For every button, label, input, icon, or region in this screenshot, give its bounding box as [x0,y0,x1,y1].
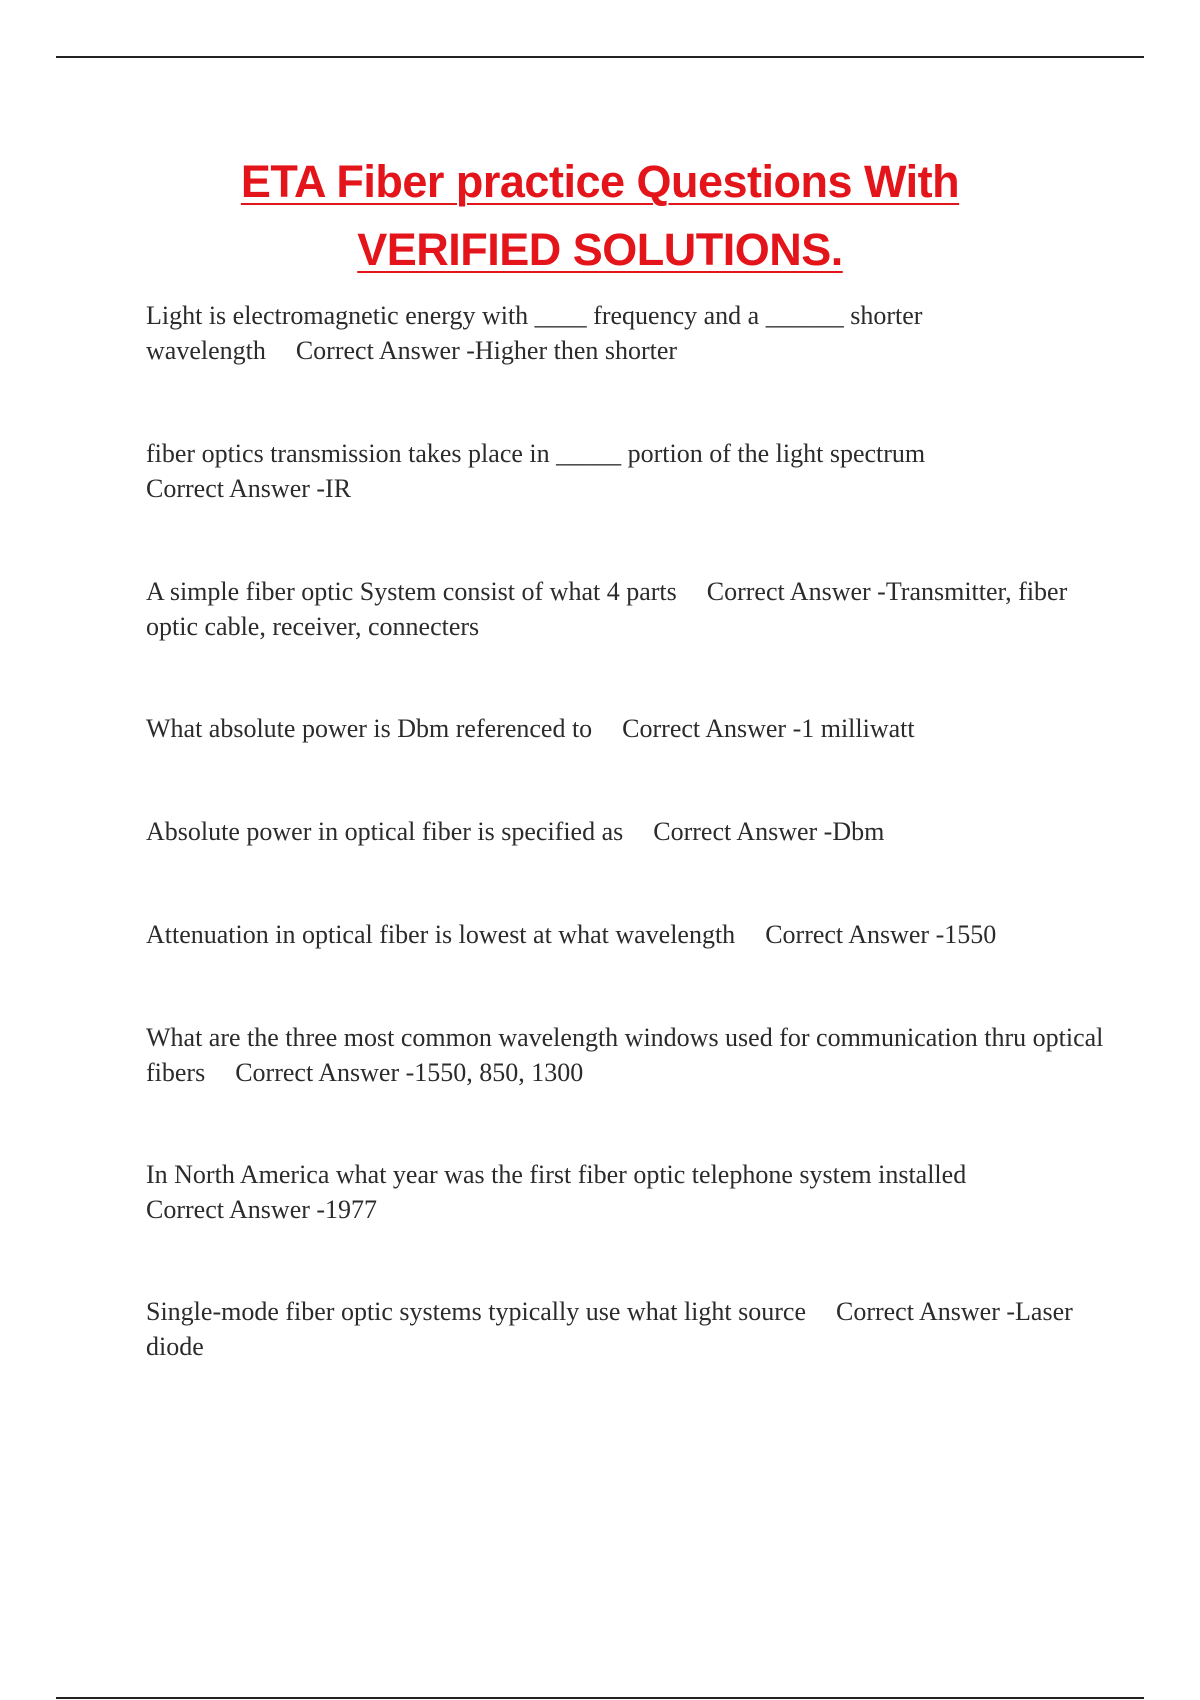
question-text: What are the three most common wavelength windows used for communication thru optical fibers [146,1023,1104,1087]
answer-text: Correct Answer -Higher then shorter [295,336,678,365]
answer-text: Correct Answer -IR [146,474,352,503]
page-title [0,148,1200,284]
title-line-1: ETA Fiber practice Questions With [240,156,960,207]
question-text: Absolute power in optical fiber is specified as [146,817,624,846]
question-text: Light is electromagnetic energy with ____ frequency and a ______ shorter wavelength [146,301,923,365]
question-text: A simple fiber optic System consist of what 4 parts [146,577,677,606]
qa-item-6 [146,917,1106,952]
question-text: Single-mode fiber optic systems typically use what light source [146,1297,806,1326]
qa-item-9 [146,1294,1106,1364]
qa-item-7 [146,1020,1106,1090]
top-rule [56,56,1144,58]
answer-text: Correct Answer -1977 [146,1195,378,1224]
answer-text: Correct Answer -Dbm [653,817,885,846]
question-text: Attenuation in optical fiber is lowest at what wavelength [146,920,736,949]
qa-item-1 [146,298,1106,368]
question-text: fiber optics transmission takes place in _____ portion of the light spectrum [146,439,926,468]
bottom-rule [56,1697,1144,1699]
answer-text: Correct Answer -1550 [765,920,997,949]
answer-text: Correct Answer -1 milliwatt [622,714,915,743]
question-text: What absolute power is Dbm referenced to [146,714,593,743]
qa-item-2 [146,436,1106,506]
title-line-2: VERIFIED SOLUTIONS. [357,224,843,275]
answer-text: Correct Answer -Transmitter, fiber optic cable, receiver, connecters [146,577,1068,641]
question-text: In North America what year was the first fiber optic telephone system installed [146,1160,967,1189]
answer-text: Correct Answer -1550, 850, 1300 [235,1058,584,1087]
qa-item-8 [146,1157,1106,1227]
qa-item-4 [146,711,1106,746]
qa-item-3 [146,574,1106,644]
qa-item-5 [146,814,1106,849]
answer-text: Correct Answer -Laser diode [146,1297,1073,1361]
